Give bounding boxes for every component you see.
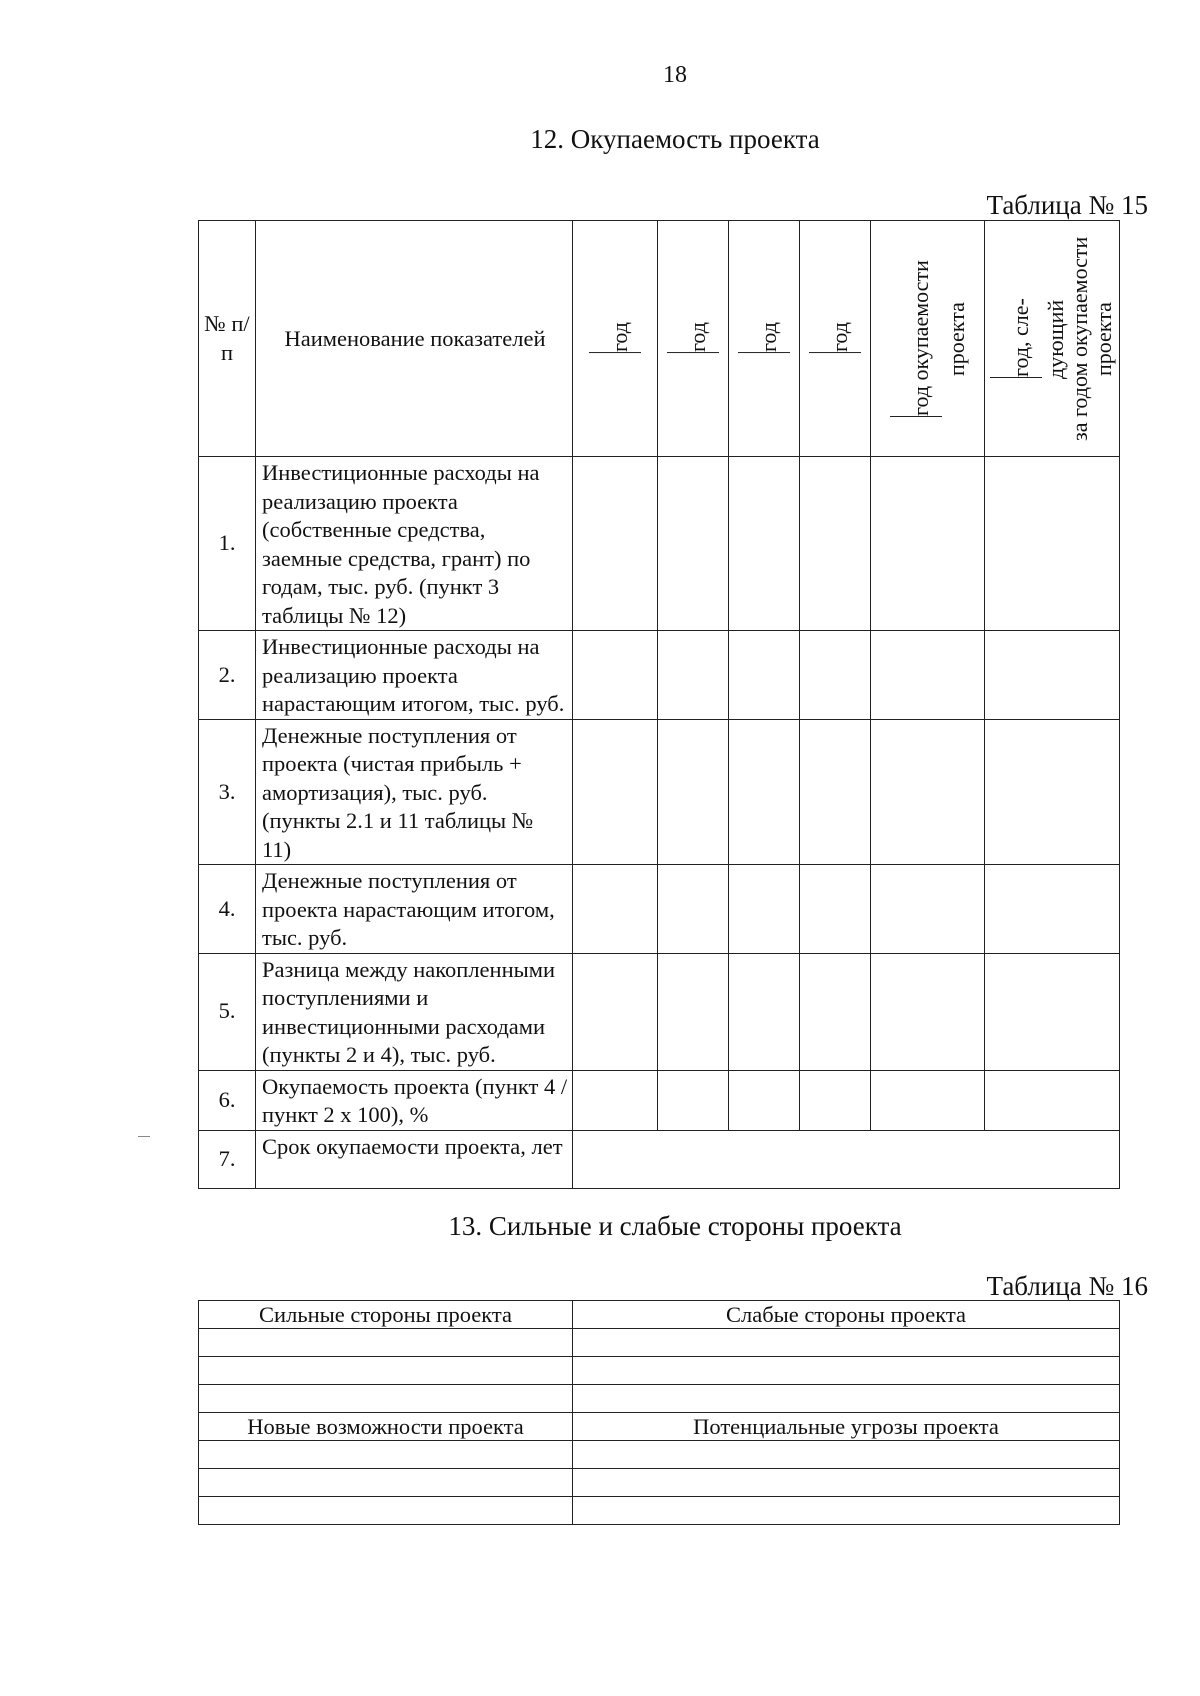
- table-row: [199, 1469, 1120, 1497]
- table-row: [199, 1301, 1120, 1329]
- cell[interactable]: [985, 953, 1120, 1070]
- table-row: [199, 1070, 1120, 1130]
- table-row: [199, 1497, 1120, 1525]
- row-num: 6.: [199, 1070, 256, 1130]
- payback-table: [198, 220, 1120, 1189]
- table-16-label: Таблица № 16: [986, 1271, 1148, 1301]
- cell[interactable]: [573, 1070, 658, 1130]
- cell[interactable]: [573, 1329, 1120, 1357]
- cell[interactable]: [871, 457, 985, 631]
- section-12-title: 12. Окупаемость проекта: [530, 124, 820, 154]
- table-row: [199, 1441, 1120, 1469]
- col-header-num: № п/п: [199, 221, 256, 457]
- cell[interactable]: [658, 457, 729, 631]
- cell[interactable]: [658, 953, 729, 1070]
- row-num: 2.: [199, 631, 256, 720]
- cell[interactable]: [800, 631, 871, 720]
- cell[interactable]: [573, 631, 658, 720]
- cell[interactable]: [729, 1070, 800, 1130]
- cell[interactable]: [658, 719, 729, 865]
- row-num: 5.: [199, 953, 256, 1070]
- row-name: Инвестиционные расходы на реализацию проекта нарастающим итогом, тыс. руб.: [256, 631, 573, 720]
- row-name: Денежные поступления от проекта (чистая прибыль + амортизация), тыс. руб. (пункты 2.1 и 11 таблицы № 11): [256, 719, 573, 865]
- cell[interactable]: [871, 865, 985, 954]
- row-num: 3.: [199, 719, 256, 865]
- col-header-year-1: год: [573, 221, 658, 457]
- col-header-next-year: год, сле- дующий за годом окупаемости проекта: [985, 221, 1120, 457]
- table-row: [199, 1130, 1120, 1188]
- row-num: 4.: [199, 865, 256, 954]
- row-name: Денежные поступления от проекта нарастающим итогом, тыс. руб.: [256, 865, 573, 954]
- cell[interactable]: [573, 1469, 1120, 1497]
- cell[interactable]: [985, 1070, 1120, 1130]
- cell[interactable]: [985, 865, 1120, 954]
- cell[interactable]: [573, 1357, 1120, 1385]
- cell[interactable]: [199, 1357, 573, 1385]
- table-row: [199, 1413, 1120, 1441]
- cell[interactable]: [573, 953, 658, 1070]
- swot-table: [198, 1300, 1120, 1525]
- cell[interactable]: [199, 1329, 573, 1357]
- cell[interactable]: [800, 457, 871, 631]
- cell[interactable]: [800, 719, 871, 865]
- cell[interactable]: [573, 1497, 1120, 1525]
- cell[interactable]: [658, 865, 729, 954]
- row-name: Срок окупаемости проекта, лет: [256, 1130, 573, 1188]
- cell[interactable]: [729, 631, 800, 720]
- table-row: [199, 1329, 1120, 1357]
- row-num: 7.: [199, 1130, 256, 1188]
- cell[interactable]: [199, 1469, 573, 1497]
- page-number: 18: [663, 62, 687, 88]
- cell[interactable]: [985, 719, 1120, 865]
- col-header-name: Наименование показателей: [256, 221, 573, 457]
- table-row: [199, 953, 1120, 1070]
- row-name: Инвестиционные расходы на реализацию проекта (собственные средства, заемные средства, грант) по годам, тыс. руб. (пункт 3 таблицы № 12): [256, 457, 573, 631]
- cell[interactable]: [729, 719, 800, 865]
- payback-period-cell[interactable]: [573, 1130, 1120, 1188]
- cell[interactable]: [658, 1070, 729, 1130]
- cell[interactable]: [871, 953, 985, 1070]
- cell[interactable]: [573, 719, 658, 865]
- cell[interactable]: [985, 631, 1120, 720]
- table-row: [199, 1385, 1120, 1413]
- col-header-payback-year: год окупаемости проекта: [871, 221, 985, 457]
- table-row: [199, 1357, 1120, 1385]
- row-name: Окупаемость проекта (пункт 4 / пункт 2 х 100), %: [256, 1070, 573, 1130]
- cell[interactable]: [573, 1385, 1120, 1413]
- row-name: Разница между накопленными поступлениями и инвестиционными расходами (пункты 2 и 4), тыс. руб.: [256, 953, 573, 1070]
- table-row: [199, 719, 1120, 865]
- cell[interactable]: [573, 457, 658, 631]
- cell[interactable]: [729, 457, 800, 631]
- cell[interactable]: [729, 865, 800, 954]
- cell[interactable]: [199, 1441, 573, 1469]
- threats-header: Потенциальные угрозы проекта: [573, 1413, 1120, 1441]
- col-header-year-2: год: [658, 221, 729, 457]
- row-num: 1.: [199, 457, 256, 631]
- cell[interactable]: [573, 1441, 1120, 1469]
- cell[interactable]: [800, 953, 871, 1070]
- cell[interactable]: [658, 631, 729, 720]
- cell[interactable]: [800, 1070, 871, 1130]
- section-13-title: 13. Сильные и слабые стороны проекта: [448, 1211, 902, 1241]
- cell[interactable]: [985, 457, 1120, 631]
- col-header-year-4: год: [800, 221, 871, 457]
- col-header-year-3: год: [729, 221, 800, 457]
- cell[interactable]: [871, 631, 985, 720]
- opportunities-header: Новые возможности проекта: [199, 1413, 573, 1441]
- cell[interactable]: [871, 719, 985, 865]
- margin-mark: [138, 1136, 150, 1137]
- cell[interactable]: [800, 865, 871, 954]
- table-row: [199, 457, 1120, 631]
- weaknesses-header: Слабые стороны проекта: [573, 1301, 1120, 1329]
- strengths-header: Сильные стороны проекта: [199, 1301, 573, 1329]
- table-row: [199, 865, 1120, 954]
- cell[interactable]: [199, 1497, 573, 1525]
- cell[interactable]: [199, 1385, 573, 1413]
- cell[interactable]: [573, 865, 658, 954]
- table-15-label: Таблица № 15: [986, 190, 1148, 220]
- cell[interactable]: [871, 1070, 985, 1130]
- cell[interactable]: [729, 953, 800, 1070]
- table-row: [199, 631, 1120, 720]
